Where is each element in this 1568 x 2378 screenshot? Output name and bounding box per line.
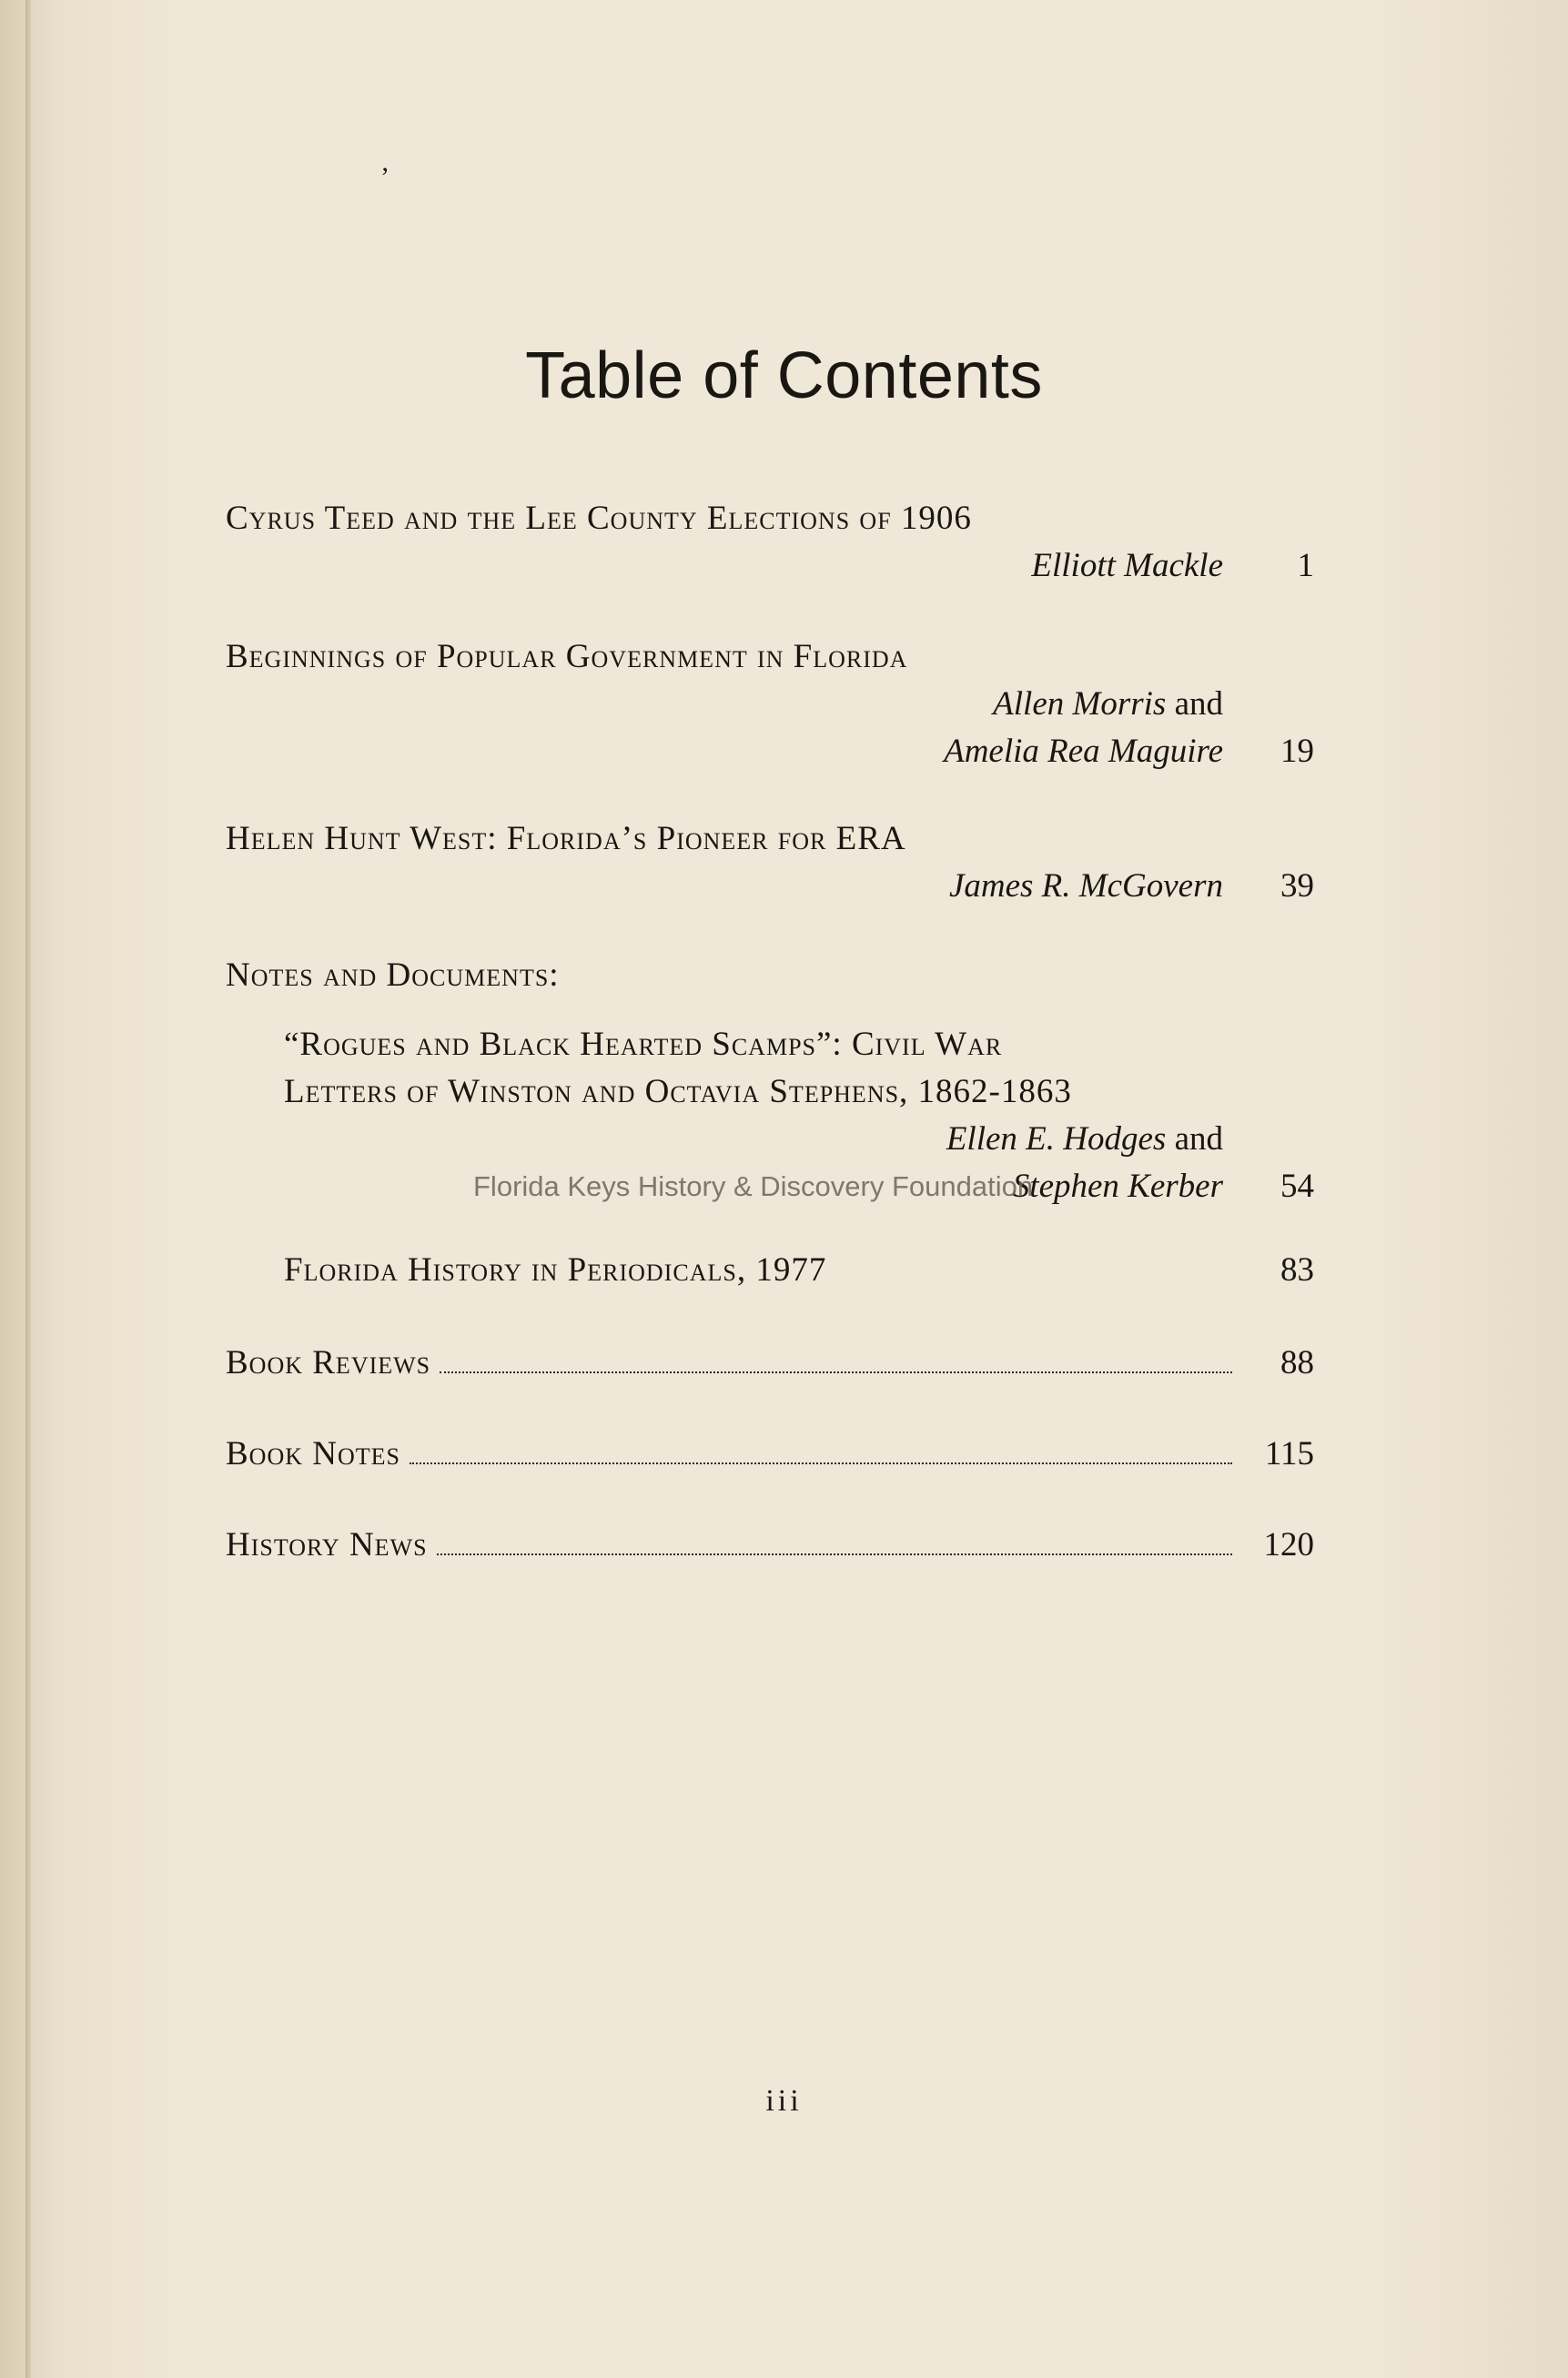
- toc-author: Stephen Kerber: [1012, 1168, 1223, 1205]
- toc-page-number: 83: [1280, 1251, 1314, 1289]
- toc-entry-title: Florida History in Periodicals, 1977: [284, 1251, 827, 1289]
- toc-entry-title: Book Notes: [226, 1435, 400, 1472]
- toc-section-heading: [226, 952, 1318, 999]
- toc-author-line: [226, 728, 1318, 775]
- watermark: Florida Keys History & Discovery Foundation: [473, 1170, 1034, 1202]
- toc-author: Elliott Mackle: [1031, 547, 1223, 584]
- toc-author-line: [284, 1116, 1318, 1163]
- toc-page-number: 1: [1297, 547, 1314, 584]
- dot-leader: [437, 1524, 1232, 1555]
- toc-author-line: [226, 542, 1318, 590]
- toc-author-line: [226, 681, 1318, 728]
- toc-author: Amelia Rea Maguire: [944, 733, 1223, 770]
- toc-author: Ellen E. Hodges and: [946, 1120, 1223, 1158]
- toc-entry-title: History News: [226, 1526, 428, 1563]
- toc-author-line: [226, 863, 1318, 910]
- toc-entry-title-line2: Letters of Winston and Octavia Stephens, 1862-1863: [284, 1073, 1072, 1110]
- toc-entry-2[interactable]: [226, 633, 1318, 775]
- toc-title-line: [284, 1247, 1318, 1294]
- dot-leader: [440, 1342, 1232, 1373]
- toc-entry-title: Book Reviews: [226, 1344, 431, 1381]
- toc-page-number: 88: [1280, 1344, 1314, 1381]
- toc-entry-title: Cyrus Teed and the Lee County Elections of 1906: [226, 500, 972, 537]
- toc-entry-title-line1: “Rogues and Black Hearted Scamps”: Civil War: [284, 1026, 1003, 1063]
- dot-leader: [410, 1433, 1232, 1464]
- toc-page-number: 54: [1280, 1168, 1314, 1205]
- toc-entry-3[interactable]: [226, 815, 1318, 910]
- toc-page-number: 19: [1280, 733, 1314, 770]
- toc-page-number: 39: [1280, 867, 1314, 905]
- folio-page-number: iii: [765, 2084, 803, 2118]
- toc-author: Allen Morris and: [993, 685, 1223, 723]
- stray-ink-mark: ’: [380, 162, 389, 192]
- toc-entry-title: Notes and Documents:: [226, 956, 560, 994]
- toc-history-news[interactable]: [226, 1522, 1314, 1569]
- toc-entry-1[interactable]: [226, 495, 1318, 590]
- toc-page-number: 115: [1264, 1435, 1314, 1472]
- toc-entry-5[interactable]: [284, 1247, 1318, 1294]
- toc-page-number: 120: [1263, 1526, 1314, 1563]
- page-title: Table of Contents: [525, 339, 1043, 412]
- toc-entry-title: Helen Hunt West: Florida’s Pioneer for ERA: [226, 820, 906, 857]
- toc-author: James R. McGovern: [948, 867, 1223, 905]
- toc-book-notes[interactable]: [226, 1431, 1314, 1478]
- toc-book-reviews[interactable]: [226, 1340, 1314, 1387]
- toc-entry-title: Beginnings of Popular Government in Florida: [226, 638, 908, 675]
